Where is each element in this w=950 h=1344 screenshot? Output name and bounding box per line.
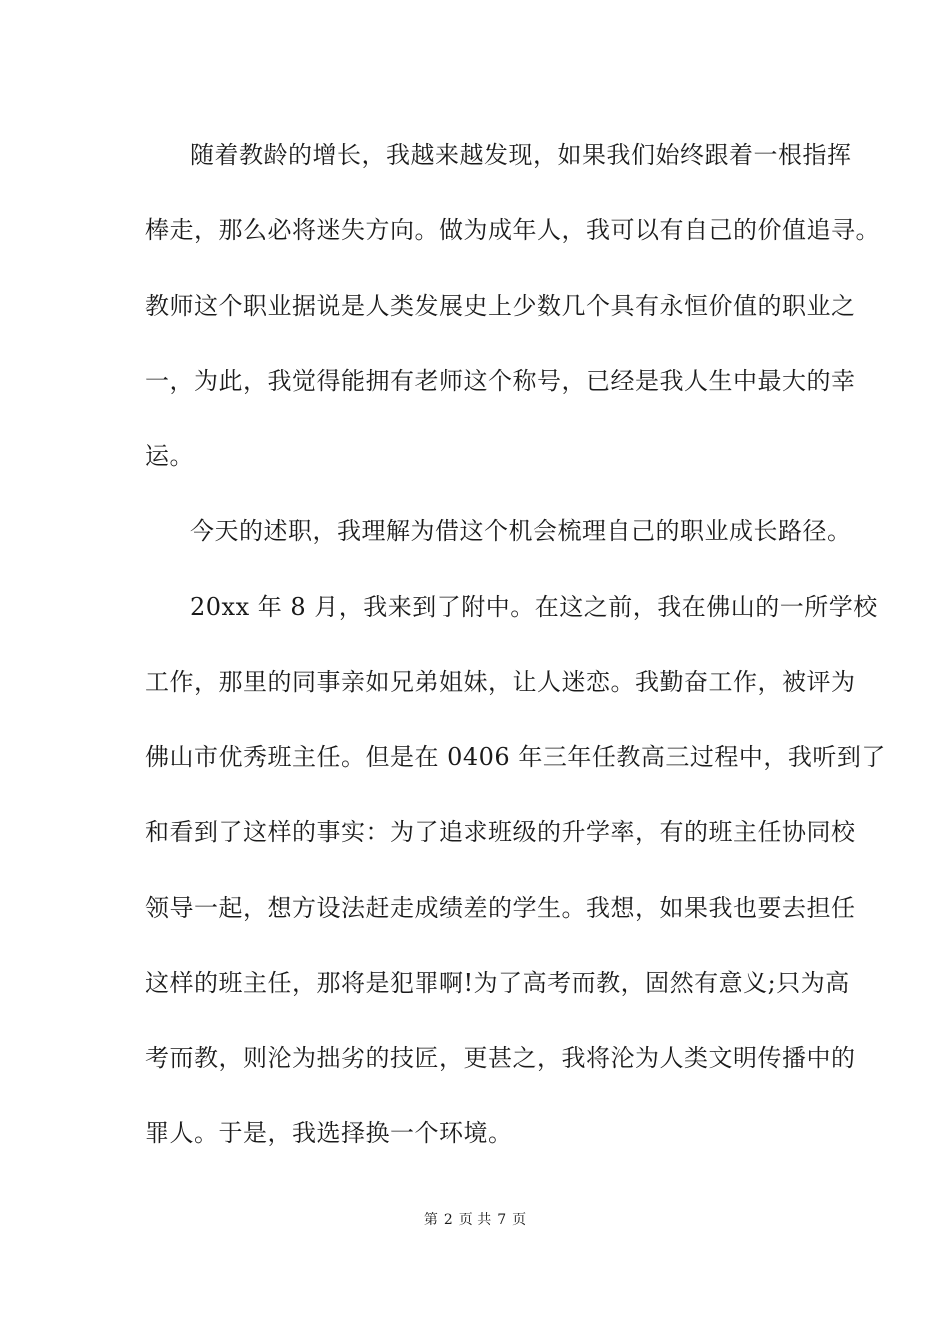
page-footer <box>0 1210 950 1230</box>
paragraph-3-line-4: 和看到了这样的事实：为了追求班级的升学率，有的班主任协同校 <box>145 818 856 846</box>
paragraph-3-line-6: 这样的班主任，那将是犯罪啊!为了高考而教，固然有意义;只为高 <box>145 969 850 997</box>
paragraph-1-line-4: 一，为此，我觉得能拥有老师这个称号，已经是我人生中最大的幸 <box>145 367 856 395</box>
paragraph-1-line-3: 教师这个职业据说是人类发展史上少数几个具有永恒价值的职业之 <box>145 292 856 320</box>
footer-current-page: 2 <box>443 1212 453 1228</box>
paragraph-3-line-5: 领导一起，想方设法赶走成绩差的学生。我想，如果我也要去担任 <box>145 894 856 922</box>
paragraph-2-line-1: 今天的述职，我理解为借这个机会梳理自己的职业成长路径。 <box>190 517 852 545</box>
paragraph-1-line-1: 随着教龄的增长，我越来越发现，如果我们始终跟着一根指挥 <box>190 141 852 169</box>
paragraph-1-line-5: 运。 <box>145 442 194 470</box>
paragraph-3-line-8: 罪人。于是，我选择换一个环境。 <box>145 1119 513 1147</box>
footer-prefix: 第 <box>423 1212 438 1228</box>
paragraph-3-line-7: 考而教，则沦为拙劣的技匠，更甚之，我将沦为人类文明传播中的 <box>145 1044 856 1072</box>
paragraph-3-line-3: 佛山市优秀班主任。但是在 0406 年三年任教高三过程中，我听到了 <box>145 743 886 771</box>
paragraph-3-line-2: 工作，那里的同事亲如兄弟姐妹，让人迷恋。我勤奋工作，被评为 <box>145 668 856 696</box>
footer-total-pages: 7 <box>497 1212 507 1228</box>
paragraph-1-line-2: 棒走，那么必将迷失方向。做为成年人，我可以有自己的价值追寻。 <box>145 216 880 244</box>
footer-middle: 页 共 <box>458 1212 492 1228</box>
footer-suffix: 页 <box>512 1212 527 1228</box>
paragraph-3-line-1: 20xx 年 8 月，我来到了附中。在这之前，我在佛山的一所学校 <box>190 593 878 621</box>
